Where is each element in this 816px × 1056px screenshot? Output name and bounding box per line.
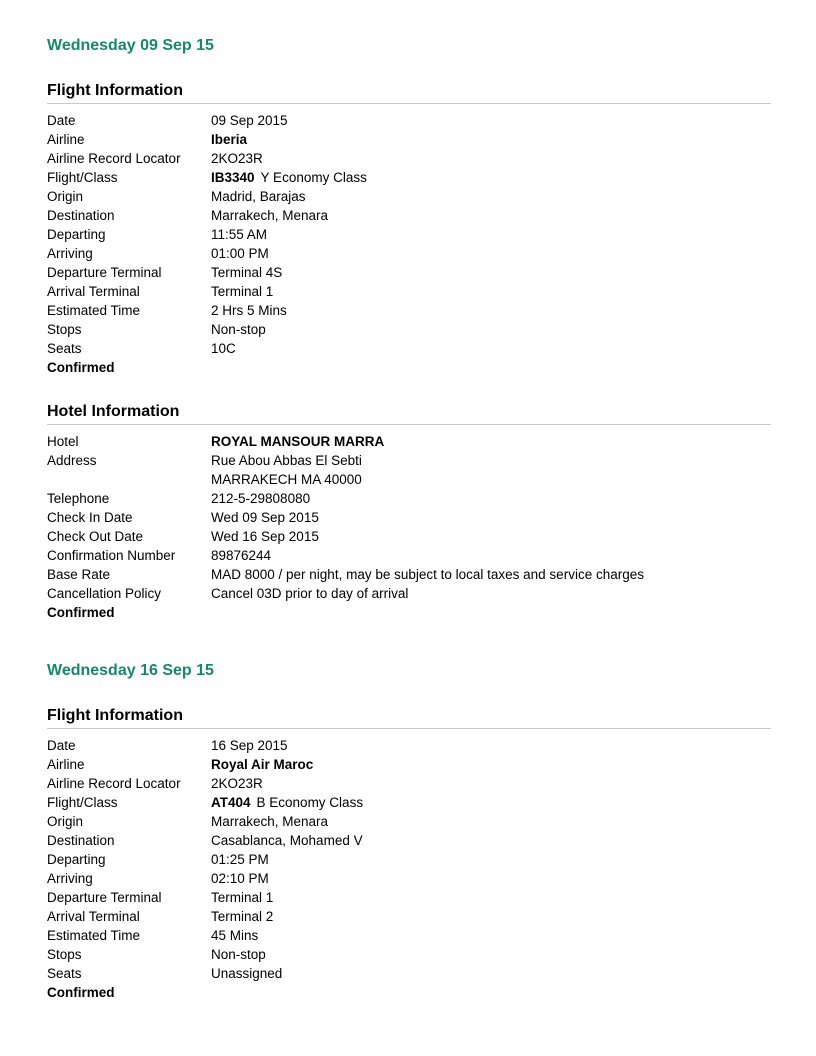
flight-details	[47, 736, 771, 1002]
seats-row	[47, 964, 771, 983]
destination-value: Casablanca, Mohamed V	[211, 833, 363, 848]
airline-label: Airline	[47, 132, 85, 147]
telephone-value: 212-5-29808080	[211, 491, 311, 506]
class-of-service: Y Economy Class	[260, 170, 367, 185]
flight-section-title: Flight Information	[47, 81, 771, 104]
departure-terminal-label: Departure Terminal	[47, 265, 162, 280]
check-out-row	[47, 527, 771, 546]
destination-label: Destination	[47, 208, 115, 223]
address-row	[47, 451, 771, 470]
day-heading: Wednesday 16 Sep 15	[47, 662, 214, 679]
seats-label: Seats	[47, 966, 82, 981]
stops-value: Non-stop	[211, 947, 266, 962]
address-row-2	[47, 470, 771, 489]
departing-value: 11:55 AM	[211, 227, 268, 242]
arriving-value: 01:00 PM	[211, 246, 269, 261]
check-in-row	[47, 508, 771, 527]
date-label: Date	[47, 738, 76, 753]
flight-class-value	[211, 793, 363, 812]
flight-class-row	[47, 793, 771, 812]
flight-date-row	[47, 111, 771, 130]
hotel-name-row	[47, 432, 771, 451]
record-locator-label: Airline Record Locator	[47, 776, 181, 791]
stops-label: Stops	[47, 322, 82, 337]
cancellation-label: Cancellation Policy	[47, 586, 162, 601]
arrival-terminal-label: Arrival Terminal	[47, 284, 140, 299]
estimated-time-row	[47, 301, 771, 320]
flight-class-label: Flight/Class	[47, 170, 118, 185]
flight-class-label: Flight/Class	[47, 795, 118, 810]
estimated-time-label: Estimated Time	[47, 928, 141, 943]
seats-value: Unassigned	[211, 966, 283, 981]
departing-row	[47, 850, 771, 869]
confirmation-value: 89876244	[211, 548, 272, 563]
cancellation-value: Cancel 03D prior to day of arrival	[211, 586, 409, 601]
airline-row	[47, 755, 771, 774]
airline-value: Royal Air Maroc	[211, 757, 314, 772]
airline-value: Iberia	[211, 132, 248, 147]
flight-class-row	[47, 168, 771, 187]
check-in-value: Wed 09 Sep 2015	[211, 510, 319, 525]
arrival-terminal-value: Terminal 2	[211, 909, 274, 924]
flight-details	[47, 111, 771, 377]
flight-date-row	[47, 736, 771, 755]
address-line1: Rue Abou Abbas El Sebti	[211, 453, 362, 468]
stops-row	[47, 945, 771, 964]
arrival-terminal-row	[47, 282, 771, 301]
destination-value: Marrakech, Menara	[211, 208, 329, 223]
origin-row	[47, 187, 771, 206]
telephone-row	[47, 489, 771, 508]
stops-value: Non-stop	[211, 322, 266, 337]
seats-value: 10C	[211, 341, 236, 356]
base-rate-value: MAD 8000 / per night, may be subject to local taxes and service charges	[211, 567, 644, 582]
origin-value: Madrid, Barajas	[211, 189, 306, 204]
origin-value: Marrakech, Menara	[211, 814, 329, 829]
departure-terminal-row	[47, 263, 771, 282]
arrival-terminal-label: Arrival Terminal	[47, 909, 140, 924]
flight-number: IB3340	[211, 170, 255, 185]
departing-label: Departing	[47, 852, 106, 867]
estimated-time-value: 2 Hrs 5 Mins	[211, 303, 287, 318]
destination-row	[47, 206, 771, 225]
address-line2: MARRAKECH MA 40000	[211, 472, 362, 487]
departure-terminal-value: Terminal 4S	[211, 265, 283, 280]
confirmation-label: Confirmation Number	[47, 548, 176, 563]
estimated-time-row	[47, 926, 771, 945]
origin-row	[47, 812, 771, 831]
base-rate-label: Base Rate	[47, 567, 111, 582]
estimated-time-value: 45 Mins	[211, 928, 259, 943]
hotel-section-title: Hotel Information	[47, 402, 771, 425]
destination-row	[47, 831, 771, 850]
arriving-label: Arriving	[47, 246, 93, 261]
arriving-label: Arriving	[47, 871, 93, 886]
record-locator-row	[47, 774, 771, 793]
cancellation-row	[47, 584, 771, 603]
origin-label: Origin	[47, 189, 84, 204]
departing-label: Departing	[47, 227, 106, 242]
class-of-service: B Economy Class	[256, 795, 364, 810]
check-out-label: Check Out Date	[47, 529, 144, 544]
record-locator-label: Airline Record Locator	[47, 151, 181, 166]
confirmation-row	[47, 546, 771, 565]
arrival-terminal-row	[47, 907, 771, 926]
flight-status: Confirmed	[47, 360, 115, 375]
flight-number: AT404	[211, 795, 251, 810]
day-heading: Wednesday 09 Sep 15	[47, 37, 214, 54]
record-locator-value: 2KO23R	[211, 776, 263, 791]
stops-row	[47, 320, 771, 339]
hotel-label: Hotel	[47, 434, 79, 449]
date-value: 16 Sep 2015	[211, 738, 288, 753]
hotel-details	[47, 432, 771, 622]
hotel-name: ROYAL MANSOUR MARRA	[211, 434, 385, 449]
origin-label: Origin	[47, 814, 84, 829]
address-label: Address	[47, 453, 97, 468]
date-value: 09 Sep 2015	[211, 113, 288, 128]
telephone-label: Telephone	[47, 491, 110, 506]
airline-label: Airline	[47, 757, 85, 772]
departing-row	[47, 225, 771, 244]
airline-row	[47, 130, 771, 149]
arriving-row	[47, 244, 771, 263]
departing-value: 01:25 PM	[211, 852, 269, 867]
date-label: Date	[47, 113, 76, 128]
departure-terminal-label: Departure Terminal	[47, 890, 162, 905]
record-locator-row	[47, 149, 771, 168]
estimated-time-label: Estimated Time	[47, 303, 141, 318]
seats-label: Seats	[47, 341, 82, 356]
arriving-row	[47, 869, 771, 888]
flight-section-title: Flight Information	[47, 706, 771, 729]
seats-row	[47, 339, 771, 358]
flight-status: Confirmed	[47, 985, 115, 1000]
stops-label: Stops	[47, 947, 82, 962]
check-out-value: Wed 16 Sep 2015	[211, 529, 319, 544]
departure-terminal-value: Terminal 1	[211, 890, 274, 905]
arriving-value: 02:10 PM	[211, 871, 269, 886]
flight-class-value	[211, 168, 367, 187]
base-rate-row	[47, 565, 771, 584]
check-in-label: Check In Date	[47, 510, 133, 525]
hotel-status: Confirmed	[47, 605, 115, 620]
departure-terminal-row	[47, 888, 771, 907]
destination-label: Destination	[47, 833, 115, 848]
record-locator-value: 2KO23R	[211, 151, 263, 166]
arrival-terminal-value: Terminal 1	[211, 284, 274, 299]
